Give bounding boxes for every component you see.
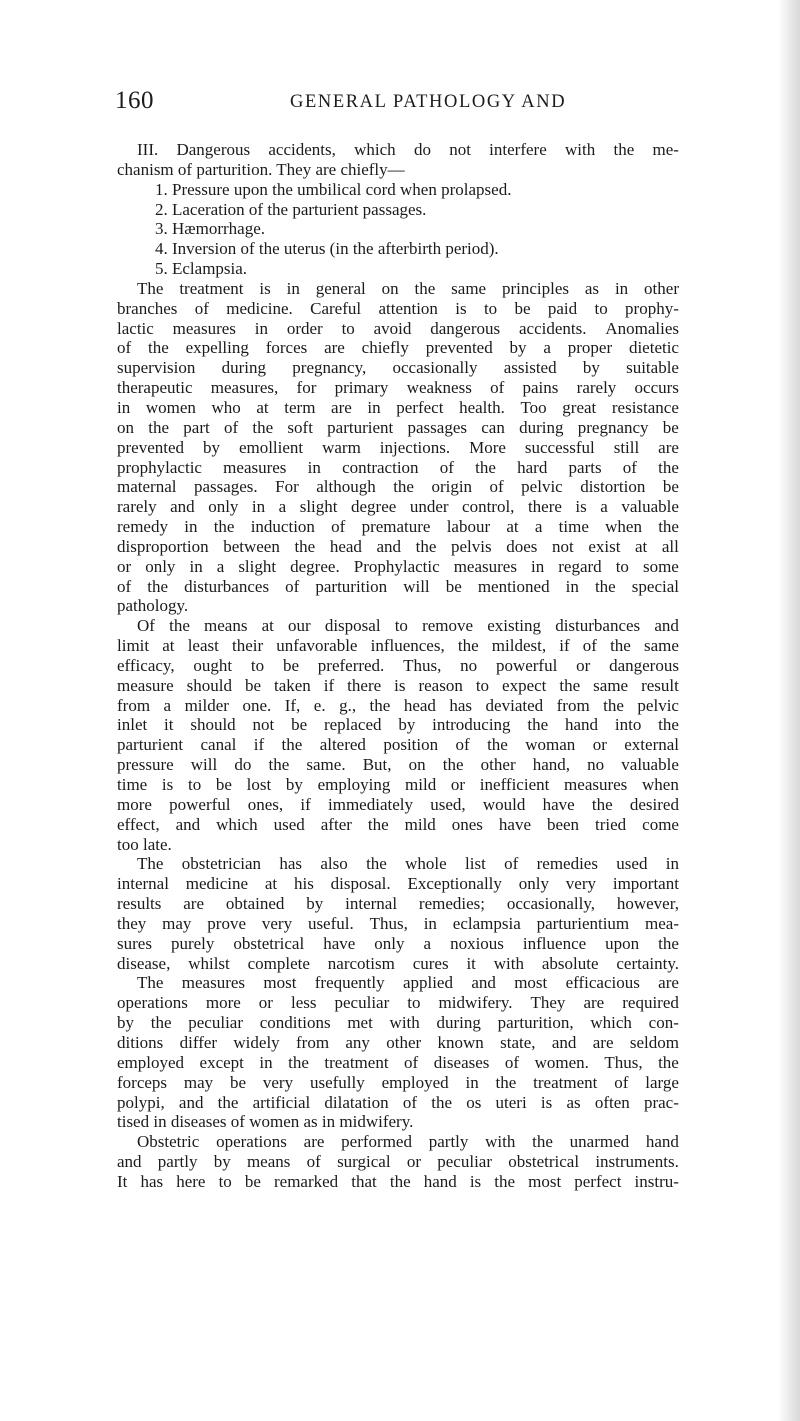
text-line: 5. Eclampsia. [155, 259, 248, 279]
text-line: on the part of the soft parturient passages can during pregnancy be [117, 417, 679, 437]
page-edge-shadow [778, 0, 800, 1421]
text-line: results are obtained by internal remedies; occasionally, however, [117, 894, 679, 914]
text-line: Obstetric operations are performed partly with the unarmed hand [137, 1132, 679, 1152]
text-line: measure should be taken if there is reason to expect the same result [117, 675, 679, 695]
text-line: in women who at term are in perfect health. Too great resistance [117, 397, 679, 417]
text-line: polypi, and the artificial dilatation of the os uteri is as often prac- [117, 1092, 679, 1112]
text-line: forceps may be very usefully employed in the treatment of large [117, 1072, 679, 1092]
text-line: by the peculiar conditions met with during parturition, which con- [117, 1013, 679, 1033]
text-line: disease, whilst complete narcotism cures it with absolute certainty. [117, 953, 679, 973]
running-head: GENERAL PATHOLOGY AND [290, 92, 567, 112]
page-header [115, 86, 681, 116]
text-line: The obstetrician has also the whole list of remedies used in [137, 854, 679, 874]
text-line: 2. Laceration of the parturient passages. [155, 199, 427, 219]
text-line: operations more or less peculiar to midwifery. They are required [117, 993, 679, 1013]
text-line: pathology. [117, 596, 189, 616]
text-line: therapeutic measures, for primary weakness of pains rarely occurs [117, 378, 679, 398]
text-line: more powerful ones, if immediately used, would have the desired [117, 794, 679, 814]
text-line: limit at least their unfavorable influences, the mildest, if of the same [117, 636, 679, 656]
page-number: 160 [115, 87, 154, 114]
text-line: maternal passages. For although the origin of pelvic distortion be [117, 477, 679, 497]
text-line: and partly by means of surgical or peculiar obstetrical instruments. [117, 1152, 679, 1172]
text-line: too late. [117, 834, 172, 854]
text-line: branches of medicine. Careful attention is to be paid to prophy- [117, 298, 679, 318]
text-line: they may prove very useful. Thus, in eclampsia parturientium mea- [117, 913, 679, 933]
text-line: inlet it should not be replaced by introducing the hand into the [117, 715, 679, 735]
text-line: Of the means at our disposal to remove existing disturbances and [137, 616, 679, 636]
text-line: 3. Hæmorrhage. [155, 219, 266, 239]
text-line: employed except in the treatment of diseases of women. Thus, the [117, 1052, 679, 1072]
text-line: 1. Pressure upon the umbilical cord when prolapsed. [155, 179, 512, 199]
text-line: III. Dangerous accidents, which do not interfere with the me- [137, 140, 679, 159]
text-line: from a milder one. If, e. g., the head has deviated from the pelvic [117, 695, 679, 715]
text-line: effect, and which used after the mild ones have been tried come [117, 814, 679, 834]
text-line: parturient canal if the altered position of the woman or external [117, 735, 679, 755]
text-line: It has here to be remarked that the hand is the most perfect instru- [117, 1171, 679, 1191]
text-line: internal medicine at his disposal. Exceptionally only very important [117, 874, 679, 894]
text-line: efficacy, ought to be preferred. Thus, no powerful or dangerous [117, 655, 679, 675]
text-line: remedy in the induction of premature labour at a time when the [117, 517, 679, 537]
text-line: rarely and only in a slight degree under control, there is a valuable [117, 497, 679, 517]
text-line: disproportion between the head and the pelvis does not exist at all [117, 536, 679, 556]
text-line: lactic measures in order to avoid dangerous accidents. Anomalies [117, 318, 679, 338]
text-line: prevented by emollient warm injections. More successful still are [117, 437, 679, 457]
text-line: 4. Inversion of the uterus (in the afterbirth period). [155, 239, 499, 259]
text-line: ditions differ widely from any other known state, and are seldom [117, 1032, 679, 1052]
text-line: The treatment is in general on the same principles as in other [137, 278, 679, 298]
text-line: or only in a slight degree. Prophylactic measures in regard to some [117, 556, 679, 576]
text-line: sures purely obstetrical have only a noxious influence upon the [117, 933, 679, 953]
text-line: pressure will do the same. But, on the other hand, no valuable [117, 755, 679, 775]
text-line: prophylactic measures in contraction of the hard parts of the [117, 457, 679, 477]
text-line: The measures most frequently applied and most efficacious are [137, 973, 679, 993]
body-text [117, 140, 679, 1192]
text-line: of the expelling forces are chiefly prevented by a proper dietetic [117, 338, 679, 358]
text-line: chanism of parturition. They are chiefly— [117, 159, 405, 179]
text-line: supervision during pregnancy, occasionally assisted by suitable [117, 358, 679, 378]
text-line: of the disturbances of parturition will be mentioned in the special [117, 576, 679, 596]
text-line: tised in diseases of women as in midwifery. [117, 1112, 414, 1132]
text-line: time is to be lost by employing mild or inefficient measures when [117, 775, 679, 794]
